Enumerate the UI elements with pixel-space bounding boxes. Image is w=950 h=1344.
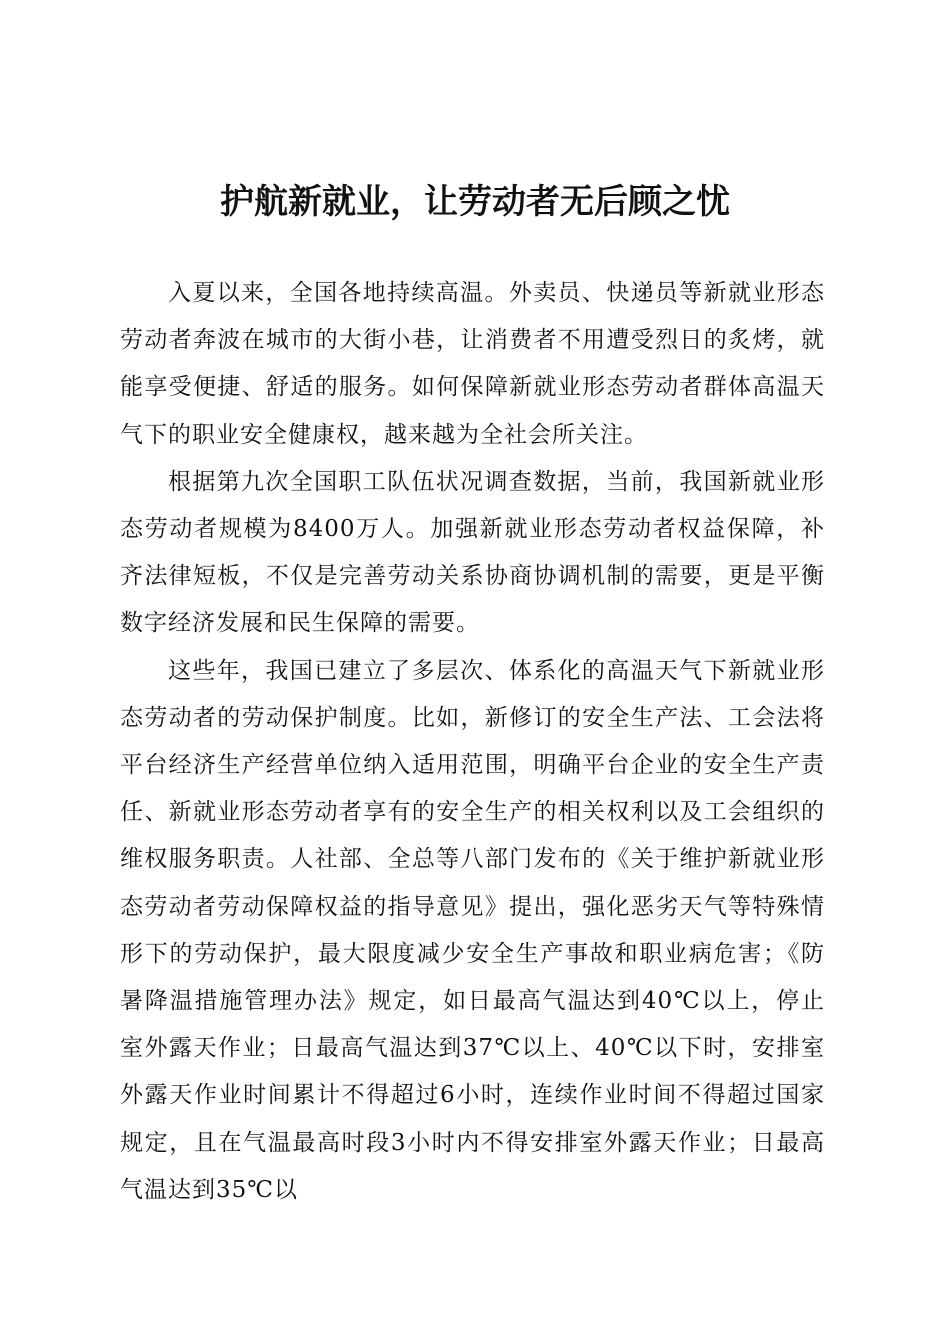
document-title: 护航新就业，让劳动者无后顾之忧 (220, 182, 730, 222)
paragraph-2: 根据第九次全国职工队伍状况调查数据，当前，我国新就业形态劳动者规模为8400万人。加强新就业形态劳动者权益保障，补齐法律短板，不仅是完善劳动关系协商协调机制的需要，更是平衡数字经济发展和民生保障的需要。 (120, 468, 825, 637)
document-body (120, 270, 825, 1214)
paragraph-1: 入夏以来，全国各地持续高温。外卖员、快递员等新就业形态劳动者奔波在城市的大街小巷，让消费者不用遭受烈日的炙烤，就能享受便捷、舒适的服务。如何保障新就业形态劳动者群体高温天气下的职业安全健康权，越来越为全社会所关注。 (120, 280, 825, 448)
paragraph-3: 这些年，我国已建立了多层次、体系化的高温天气下新就业形态劳动者的劳动保护制度。比如，新修订的安全生产法、工会法将平台经济生产经营单位纳入适用范围，明确平台企业的安全生产责任、新就业形态劳动者享有的安全生产的相关权利以及工会组织的维权服务职责。人社部、全总等八部门发布的《关于维护新就业形态劳动者劳动保障权益的指导意见》提出，强化恶劣天气等特殊情形下的劳动保护，最大限度减少安全生产事故和职业病危害；《防暑降温措施管理办法》规定，如日最高气温达到40℃以上，停止室外露天作业；日最高气温达到37℃以上、40℃以下时，安排室外露天作业时间累计不得超过6小时，连续作业时间不得超过国家规定，且在气温最高时段3小时内不得安排室外露天作业；日最高气温达到35℃以 (120, 657, 825, 1203)
